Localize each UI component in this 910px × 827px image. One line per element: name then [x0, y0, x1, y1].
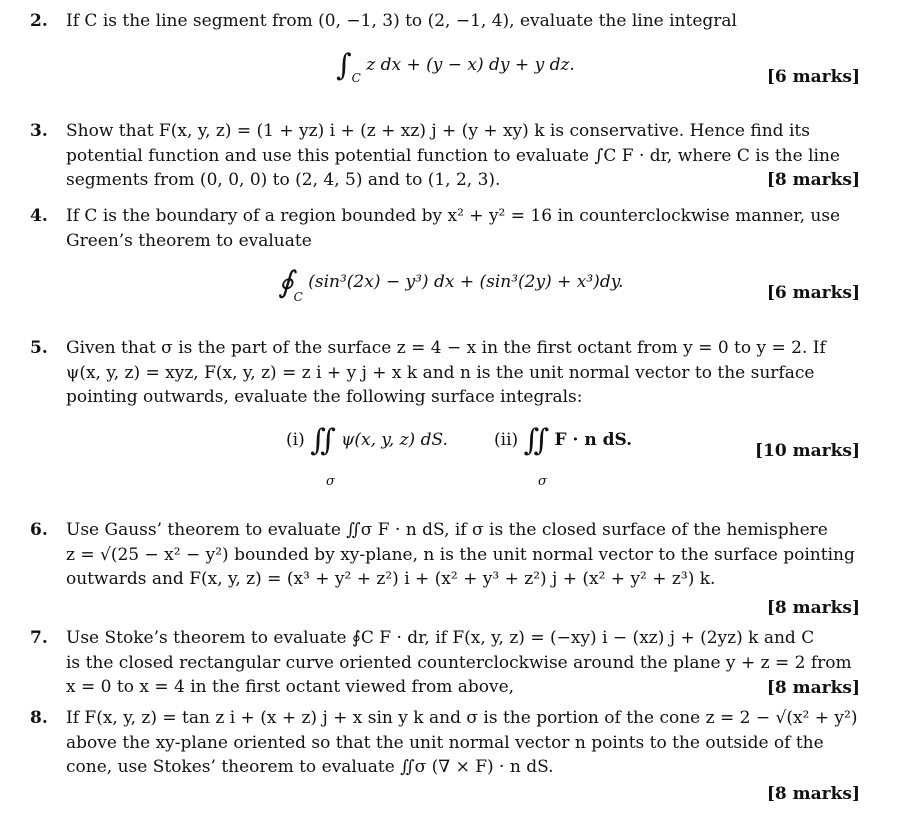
integrand-expression: (sin³(2x) − y³) dx + (sin³(2y) + x³)dy. [308, 272, 624, 292]
question-number: 6. [30, 520, 48, 540]
question-7 [30, 626, 860, 702]
question-number: 4. [30, 206, 48, 226]
marks-label: [8 marks] [766, 170, 860, 190]
question-text-line: cone, use Stokes’ theorem to evaluate ∬σ (∇ × F) · n dS. [66, 757, 554, 777]
question-text-line: outwards and F(x, y, z) = (x³ + y² + z²) i + (x² + y³ + z²) j + (x² + y² + z³) k. [66, 569, 716, 589]
marks-label: [10 marks] [755, 441, 860, 461]
question-text-line: is the closed rectangular curve oriented counterclockwise around the plane y + z = 2 from [66, 652, 852, 673]
question-6 [30, 518, 860, 622]
double-integral-symbol: ∬ [523, 423, 550, 458]
question-text-line: If C is the boundary of a region bounded by x² + y² = 16 in counterclockwise manner, use [66, 206, 841, 226]
question-text-line: Given that σ is the part of the surface z = 4 − x in the first octant from y = 0 to y = 2. If [66, 338, 826, 358]
integral-subscript: C [293, 290, 303, 304]
question-text-line: segments from (0, 0, 0) to (2, 4, 5) and to (1, 2, 3). [66, 170, 501, 190]
question-5 [30, 336, 860, 496]
question-text-line: ψ(x, y, z) = xyz, F(x, y, z) = z i + y j + x k and n is the unit normal vector to the surface [66, 362, 815, 383]
question-text-line: If C is the line segment from (0, −1, 3) to (2, −1, 4), evaluate the line integral [66, 11, 737, 31]
question-text-line: Use Gauss’ theorem to evaluate ∬σ F · n dS, if σ is the closed surface of the hemisphere [66, 520, 828, 540]
question-text-line: If F(x, y, z) = tan z i + (x + z) j + x sin y k and σ is the portion of the cone z = 2 − √(x² + y²) [66, 708, 858, 728]
question-text-line: z = √(25 − x² − y²) bounded by xy-plane, n is the unit normal vector to the surface pointing [66, 544, 855, 565]
marks-label: [6 marks] [766, 283, 860, 303]
question-text-line: above the xy-plane oriented so that the unit normal vector n points to the outside of the [66, 732, 824, 753]
integrand-expression: F · n dS. [554, 430, 633, 450]
surface-subscript: σ [538, 474, 547, 489]
display-equation [336, 48, 575, 85]
question-number: 5. [30, 338, 48, 358]
question-8 [30, 706, 860, 811]
marks-label: [8 marks] [766, 784, 860, 804]
question-number: 3. [30, 121, 48, 141]
part-label: (i) [286, 430, 305, 450]
question-4 [30, 204, 860, 324]
display-equation [278, 265, 624, 304]
integral-symbol: ∫ [336, 48, 352, 83]
question-text-line: Use Stoke’s theorem to evaluate ∮C F · dr, if F(x, y, z) = (−xy) i − (xz) j + (2yz) k and C [66, 628, 815, 648]
question-text-line: x = 0 to x = 4 in the first octant viewed from above, [66, 677, 515, 697]
question-number: 7. [30, 628, 48, 648]
surface-integral-i [286, 423, 448, 489]
part-label: (ii) [494, 430, 519, 450]
question-2 [30, 9, 860, 109]
question-text-line: pointing outwards, evaluate the following surface integrals: [66, 387, 583, 407]
surface-integral-ii [494, 423, 633, 489]
question-number: 8. [30, 708, 48, 728]
marks-label: [8 marks] [766, 678, 860, 698]
question-3 [30, 119, 860, 199]
contour-integral-symbol: ∮ [278, 265, 294, 300]
question-number: 2. [30, 11, 48, 31]
question-text-line: Green’s theorem to evaluate [66, 230, 312, 251]
double-integral-symbol: ∬ [310, 423, 336, 458]
surface-subscript: σ [326, 474, 335, 489]
integrand-expression: ψ(x, y, z) dS. [341, 430, 448, 450]
marks-label: [6 marks] [766, 67, 860, 87]
integral-subscript: C [351, 71, 361, 85]
integrand-expression: z dx + (y − x) dy + y dz. [366, 55, 575, 75]
question-text-line: Show that F(x, y, z) = (1 + yz) i + (z + xz) j + (y + xy) k is conservative. Hence find its [66, 121, 810, 141]
marks-label: [8 marks] [766, 598, 860, 618]
question-text-line: potential function and use this potential function to evaluate ∫C F · dr, where C is the line [66, 145, 840, 166]
